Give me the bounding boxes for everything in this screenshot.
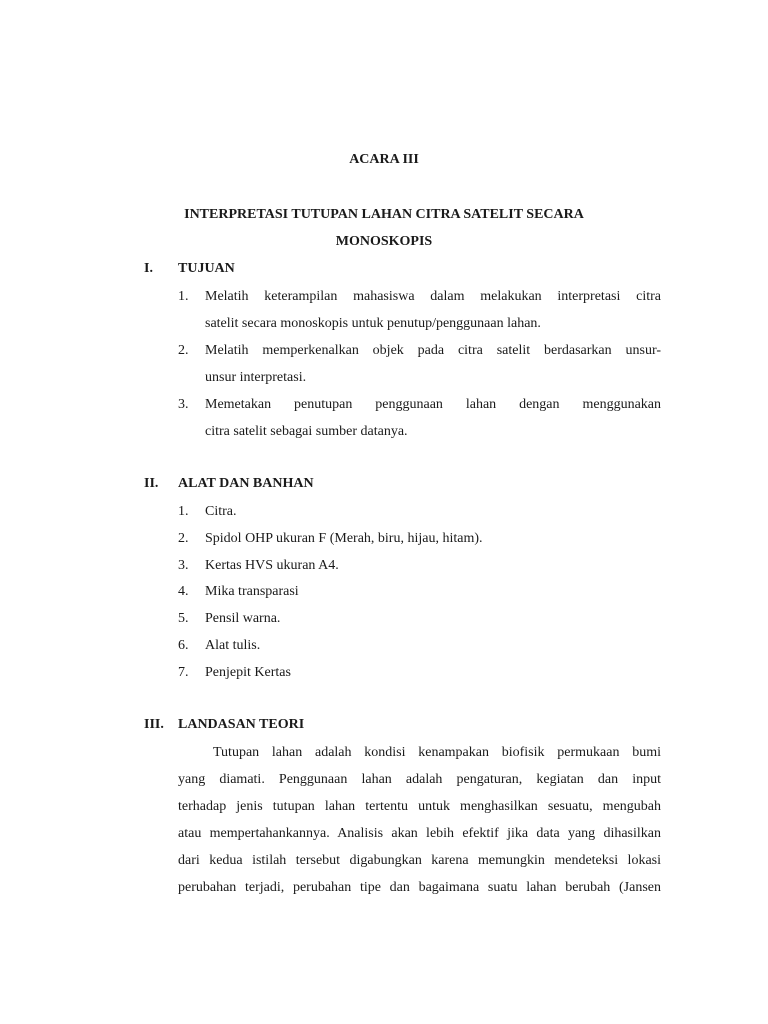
section-1-title: TUJUAN (178, 261, 235, 276)
list-item-text: Melatih memperkenalkan objek pada citra satelit berdasarkan unsur- (205, 343, 661, 358)
paragraph-line: dari kedua istilah tersebut digabungkan karena memungkin mendeteksi lokasi (178, 853, 661, 868)
list-item-text: Pensil warna. (205, 611, 281, 626)
title-line-2: MONOSKOPIS (335, 234, 433, 249)
list-item-text: Kertas HVS ukuran A4. (205, 558, 339, 573)
list-item-text: Alat tulis. (205, 638, 261, 653)
list-item-number: 4. (178, 584, 189, 599)
paragraph-line: perubahan terjadi, perubahan tipe dan bagaimana suatu lahan berubah (Jansen (178, 880, 661, 895)
list-item-text: Memetakan penutupan penggunaan lahan dengan menggunakan (205, 397, 661, 412)
list-item-number: 1. (178, 504, 189, 519)
list-item-text: Mika transparasi (205, 584, 299, 599)
list-item-text-cont: satelit secara monoskopis untuk penutup/penggunaan lahan. (205, 316, 541, 331)
section-3-number: III. (144, 717, 164, 732)
list-item-number: 2. (178, 343, 189, 358)
title-line-1: INTERPRETASI TUTUPAN LAHAN CITRA SATELIT SECARA (184, 207, 584, 222)
list-item-text: Spidol OHP ukuran F (Merah, biru, hijau, hitam). (205, 531, 483, 546)
list-item-number: 6. (178, 638, 189, 653)
paragraph-line: yang diamati. Penggunaan lahan adalah pengaturan, kegiatan dan input (178, 772, 661, 787)
list-item-text: Melatih keterampilan mahasiswa dalam melakukan interpretasi citra (205, 289, 661, 304)
acara-heading: ACARA III (349, 152, 419, 167)
section-3-title: LANDASAN TEORI (178, 717, 305, 732)
paragraph-line: atau mempertahankannya. Analisis akan lebih efektif jika data yang dihasilkan (178, 826, 661, 841)
paragraph-line: Tutupan lahan adalah kondisi kenampakan biofisik permukaan bumi (213, 745, 661, 760)
section-2-title: ALAT DAN BANHAN (178, 476, 314, 491)
paragraph-line: terhadap jenis tutupan lahan tertentu untuk menghasilkan sesuatu, mengubah (178, 799, 661, 814)
list-item-text: Citra. (205, 504, 237, 519)
list-item-number: 5. (178, 611, 189, 626)
list-item-number: 3. (178, 558, 189, 573)
list-item-text-cont: citra satelit sebagai sumber datanya. (205, 424, 408, 439)
section-2-number: II. (144, 476, 159, 491)
list-item-number: 7. (178, 665, 189, 680)
list-item-number: 1. (178, 289, 189, 304)
landasan-teori-paragraph (178, 744, 661, 906)
list-item-number: 2. (178, 531, 189, 546)
section-1-number: I. (144, 261, 153, 276)
list-item-text: Penjepit Kertas (205, 665, 291, 680)
list-item-text-cont: unsur interpretasi. (205, 370, 307, 385)
list-item-number: 3. (178, 397, 189, 412)
